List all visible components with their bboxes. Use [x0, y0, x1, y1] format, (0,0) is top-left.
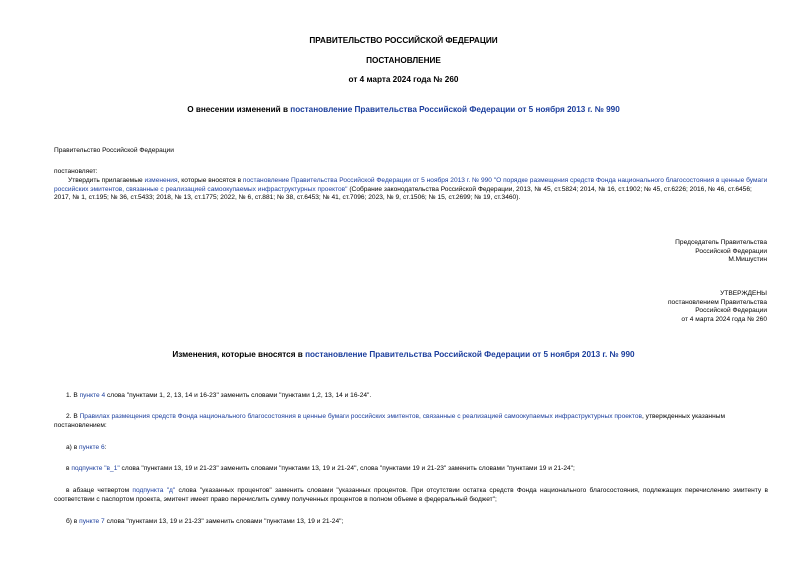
document-title-prefix: О внесении изменений в [187, 105, 291, 114]
approve-text-mid: , которые вносятся в [177, 177, 243, 184]
changes-title [0, 350, 807, 360]
item-a2 [54, 487, 768, 504]
resolves-line: постановляет: [54, 168, 98, 175]
item-a-link[interactable]: пункте 6 [79, 444, 105, 451]
item-1-post: слова "пунктами 1, 2, 13, 14 и 16-23" заменить словами "пунктами 1,2, 13, 14 и 16-24". [105, 392, 372, 399]
changes-link[interactable]: изменения [144, 177, 178, 184]
item-1-pre: 1. В [66, 392, 80, 399]
item-a1-link[interactable]: подпункте "в_1" [71, 465, 120, 472]
item-a1-post: слова "пунктами 13, 19 и 21-23" заменить словами "пунктами 13, 19 и 21-24", слова "пунктами 19 и 21-23" заменить словами "пунктами 19 и 21-24"; [119, 465, 575, 472]
signature-block [675, 239, 767, 265]
changes-title-link[interactable]: постановление Правительства Российской Федерации от 5 ноября 2013 г. № 990 [305, 350, 635, 359]
item-a1-pre: в [66, 465, 72, 472]
signature-line-1: Председатель Правительства [675, 239, 767, 246]
item-2 [54, 413, 768, 430]
item-2-link[interactable]: Правилах размещения средств Фонда национального благосостояния в ценные бумаги российских эмитентов, связанные с реализацией самоокупаемых инфраструктурных проектов [79, 413, 642, 420]
item-2-pre: 2. В [66, 413, 80, 420]
approve-text-pre: Утвердить прилагаемые [68, 177, 145, 184]
approve-text-post: (Собрание законодательства Российской Федерации, 2013, № 45, ст.5824; 2014, № 16, ст.1902; № 45, ст.6226; 2016, № 46, ст.6456; 2017, № 1, ст.195; № 36, ст.5433; 2018, № 13, ст.1775; 2022, № 6, ст.881; № 38, ст.6453; № 41, ст.7096; 2023, № 9, ст.1506; № 15, ст.2699; № 19, ст.3460). [54, 185, 752, 202]
document-date-number: от 4 марта 2024 года № 260 [348, 75, 459, 84]
item-1-link[interactable]: пункте 4 [79, 392, 106, 399]
item-b [66, 518, 343, 527]
approved-block [668, 290, 767, 325]
document-title-link[interactable]: постановление Правительства Российской Федерации от 5 ноября 2013 г. № 990 [290, 105, 620, 114]
approved-line-3: Российской Федерации [695, 307, 767, 315]
resolution-990-link[interactable]: постановление Правительства Российской Федерации от 5 ноября 2013 г. № 990 "О порядке размещения средств Фонда национального благосостояния в ценные бумаги российских эмитентов, связанные с реализацией самоокупаемых инфраструктурных проектов" [54, 177, 768, 193]
item-b-link[interactable]: пункте 7 [79, 518, 105, 525]
item-a-pre: а) в [66, 444, 80, 451]
item-a2-link[interactable]: подпункта "д" [132, 487, 176, 494]
item-a2-post: слова "указанных процентов" заменить словами "указанных процентов. При отсутствии остатка средств Фонда национального благосостояния, подлежащих перечислению эмитенту в соответствии с паспортом проекта, эмитент имеет право перечислить сумму полученных процентов в полном объеме в федеральный бюджет"; [54, 487, 768, 503]
document-title [0, 105, 807, 115]
signature-line-2: Российской Федерации [695, 247, 767, 255]
approved-line-4: от 4 марта 2024 года № 260 [681, 316, 767, 324]
item-a2-pre: в абзаце четвертом [66, 487, 133, 494]
changes-title-prefix: Изменения, которые вносятся в [172, 350, 306, 359]
item-a-post: : [104, 444, 107, 451]
item-a [66, 444, 106, 453]
approve-paragraph [54, 177, 768, 203]
item-b-post: слова "пунктами 13, 19 и 21-23" заменить словами "пунктами 13, 19 и 21-24"; [104, 518, 344, 525]
signature-line-3: М.Мишустин [728, 256, 767, 264]
item-a1 [66, 465, 768, 474]
document-type-heading: ПОСТАНОВЛЕНИЕ [366, 56, 441, 65]
government-heading: ПРАВИТЕЛЬСТВО РОССИЙСКОЙ ФЕДЕРАЦИИ [309, 36, 498, 45]
approved-line-2: постановлением Правительства [667, 298, 767, 306]
item-2-post: , утвержденных указанным постановлением: [54, 413, 725, 429]
government-line: Правительство Российской Федерации [54, 147, 174, 154]
item-b-pre: б) в [66, 518, 80, 525]
approved-line-1: УТВЕРЖДЕНЫ [720, 290, 767, 297]
item-1 [66, 392, 371, 401]
